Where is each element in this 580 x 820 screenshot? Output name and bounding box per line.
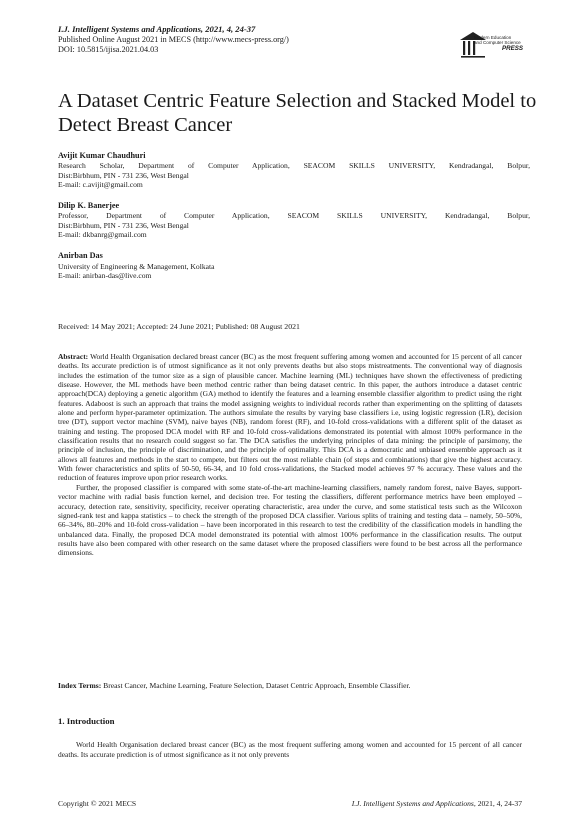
footer-journal-name: I.J. Intelligent Systems and Applications, [351, 799, 476, 808]
footer-copyright: Copyright © 2021 MECS [58, 799, 137, 808]
author-email: E-mail: dkbanrg@gmail.com [58, 230, 147, 240]
footer-journal [352, 799, 522, 808]
footer-journal-issue: 2021, 4, 24-37 [475, 799, 522, 808]
author-address: Dist:Birbhum, PIN - 731 236, West Bengal [58, 170, 189, 180]
author-affiliation: Research Scholar, Department of Computer Application, SEACOM SKILLS UNIVERSITY, Kendradangal, Bolpur, [58, 161, 530, 171]
doi: DOI: 10.5815/ijisa.2021.04.03 [58, 45, 159, 54]
abstract-paragraph [58, 352, 522, 483]
abstract [58, 352, 522, 558]
author-list [58, 151, 530, 292]
publisher-logo-press: PRESS [502, 44, 523, 52]
index-terms [58, 681, 522, 690]
abstract-label: Abstract: [58, 352, 89, 361]
publisher-logo-line1: Modern Education [474, 35, 512, 40]
abstract-paragraph: Further, the proposed classifier is compared with some state-of-the-art machine-learning classifiers, namely random forest, naive Bayes, support-vector machine with radial basis function kernel, and decision tree. For testing the classifiers, different performance metrics have been employed – accuracy, detection rate, sensitivity, specificity, receiver operating characteristic, area under the curve, and some statistical tests such as the Wilcoxon signed-rank test and kappa statistics – to check the strength of the proposed DCA classifier. Various splits of training and testing data – namely, 50–50%, 66–34%, 80–20% and 10-fold cross-validation – have been incorporated in this research to test the credibility of the classification models in handling the unbalanced data. Finally, the proposed DCA model demonstrated its potential with almost 100% performance in the classification results. The output results have also been compared with other research on the same dataset where the proposed classifiers were found to be best across all the performance dimensions. [58, 482, 522, 558]
journal-citation [58, 24, 438, 35]
section-heading: 1. Introduction [58, 716, 115, 726]
journal-name: I.J. Intelligent Systems and Applications, [58, 24, 204, 34]
paper-title: A Dataset Centric Feature Selection and Stacked Model to Detect Breast Cancer [58, 90, 537, 136]
published-online: Published Online August 2021 in MECS (http://www.mecs-press.org/) [58, 35, 289, 44]
author-email: E-mail: c.avijit@gmail.com [58, 179, 143, 189]
journal-issue: 2021, 4, 24-37 [203, 24, 256, 34]
publisher-logo-text [474, 35, 523, 51]
author-name: Anirban Das [58, 251, 103, 261]
introduction-paragraph: World Health Organisation declared breast cancer (BC) as the most frequent suffering among women and accounted for 15 percent of all cancer deaths. Its accurate prediction is of utmost significance as it not only prevents [58, 740, 522, 759]
publication-dates: Received: 14 May 2021; Accepted: 24 June 2021; Published: 08 August 2021 [58, 322, 300, 331]
index-terms-text: Breast Cancer, Machine Learning, Feature Selection, Dataset Centric Approach, Ensemble Classifier. [101, 681, 411, 690]
author-block [58, 251, 530, 280]
author-block [58, 201, 530, 239]
author-affiliation: University of Engineering & Management, Kolkata [58, 261, 215, 271]
author-email: E-mail: anirban-das@live.com [58, 270, 152, 280]
author-name: Dilip K. Banerjee [58, 201, 120, 211]
author-name: Avijit Kumar Chaudhuri [58, 151, 146, 160]
author-affiliation: Professor, Department of Computer Application, SEACOM SKILLS UNIVERSITY, Kendradangal, Bolpur, [58, 211, 530, 221]
author-address: Dist:Birbhum, PIN - 731 236, West Bengal [58, 220, 189, 230]
publisher-logo [458, 30, 542, 66]
publisher-logo-line2: and Computer Science [474, 40, 521, 46]
index-terms-label: Index Terms: [58, 681, 102, 690]
journal-header [58, 24, 438, 55]
author-block [58, 151, 530, 189]
abstract-text: World Health Organisation declared breast cancer (BC) as the most frequent suffering among women and accounted for 15 percent of all cancer deaths. Its accurate prediction is of utmost significance as it not only prevents deaths but also stops mistreatments. The conventional way of diagnosis includes the estimation of the tumor size as a sign of plausible cancer. Machine learning (ML) techniques have shown the effectiveness of predicting disease. However, the ML methods have been method centric rather than being dataset centric. In this paper, the authors introduce a dataset centric approach(DCA) deploying a genetic algorithm (GA) method to identify the features and a learning ensemble classifier algorithm to predict using the right features. Adaboost is such an approach that trains the model assigning weights to individual records rather than experimenting on the splitting of datasets alone and perform hyper-parameter optimization. The authors simulate the results by varying base classifiers i.e, using logistic regression (LR), decision tree (DT), support vector machine (SVM), naive bayes (NB), random forest (RF), and 10-fold cross-validations with a different split of the dataset as training and testing. The proposed DCA model with RF and 10-fold cross-validations demonstrated its potential with almost 100% performance in the classification results that no research could suggest so far. The DCA satisfies the underlying principles of data mining: the principle of parsimony, the principle of inclusion, the principle of discrimination, and the principle of optimality. This DCA is a democratic and unbiased ensemble approach as it allows all features and methods in the start to compete, but filters out the most reliable chain (of steps and combinations) that give the highest accuracy. With fewer characteristics and splits of 50-50, 66-34, and 10 fold cross-validations, the Stacked model achieves 97 % accuracy. These values and the reduction of features improve upon prior research works. [58, 352, 522, 483]
